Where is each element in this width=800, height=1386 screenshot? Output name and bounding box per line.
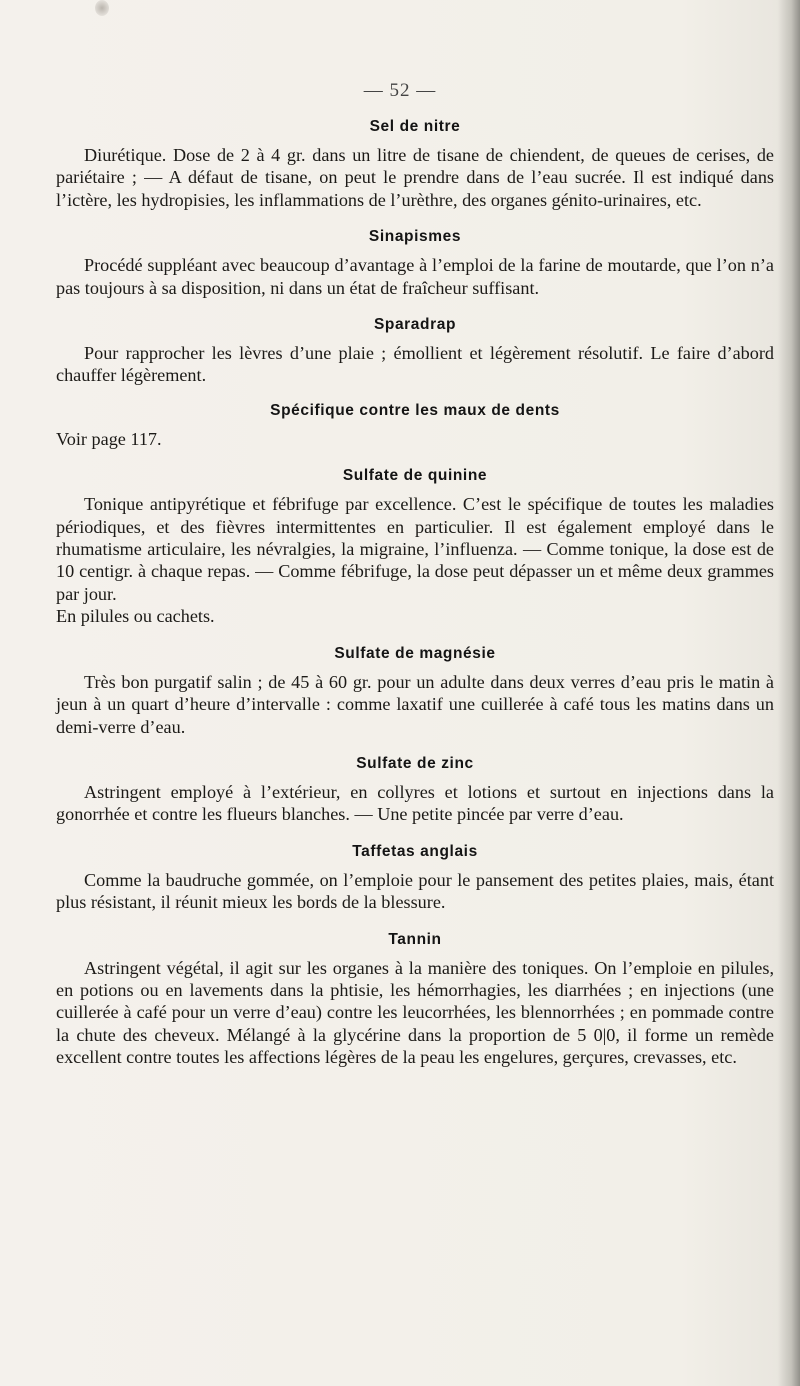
entry-sel-de-nitre — [56, 118, 774, 211]
entry-text: Procédé suppléant avec beaucoup d’avantage à l’emploi de la farine de moutarde, que l’on n’a pas toujours à sa disposition, ni dans un état de fraîcheur suffisant. — [56, 255, 774, 298]
entry-sparadrap — [56, 316, 774, 387]
entry-tannin — [56, 931, 774, 1069]
entry-title: Sulfate de magnésie — [334, 644, 496, 662]
entry-text: Voir page 117. — [56, 428, 162, 449]
entry-text: Tonique antipyrétique et fébrifuge par excellence. C’est le spécifique de toutes les maladies périodiques, et des fièvres intermittentes en particulier. Il est également employé dans le rhumatisme articulaire, les névralgies, la migraine, l’influenza. — Comme tonique, la dose est de 10 centigr. à chaque repas. — Comme fébrifuge, la dose peut dépasser un et même deux grammes par jour. — [56, 494, 774, 604]
entry-text: Comme la baudruche gommée, on l’emploie pour le pansement des petites plaies, mais, étant plus résistant, il réunit mieux les bords de la blessure. — [56, 869, 774, 913]
page-content — [56, 118, 774, 1069]
entry-taffetas-anglais — [56, 843, 774, 914]
entry-sulfate-de-zinc — [56, 755, 774, 826]
entry-title: Sulfate de quinine — [342, 467, 488, 485]
entry-title: Sel de nitre — [369, 118, 461, 135]
entry-text: Pour rapprocher les lèvres d’une plaie ; émollient et légèrement résolutif. Le faire d’abord chauffer légèrement. — [56, 343, 774, 386]
entry-specifique-maux-de-dents — [56, 402, 774, 450]
entry-sinapismes — [56, 228, 774, 299]
page-edge-shadow — [778, 0, 800, 1386]
entry-text: Astringent végétal, il agit sur les organes à la manière des toniques. On l’emploie en pilules, en potions ou en lavements dans la phtisie, les hémorrhagies, les diarrhées ; en injections (une cuillerée à café pour un verre d’eau) contre les leucorrhées, les blennorrhées ; en pommade contre la chute des cheveux. Mélangé à la glycérine dans la proportion de 5 0|0, il forme un remède excellent contre toutes les affections légères de la peau les engelures, gerçures, crevasses, etc. — [56, 957, 774, 1068]
entry-sulfate-de-quinine — [56, 467, 774, 627]
page-number: — 52 — — [363, 80, 437, 101]
entry-text: Très bon purgatif salin ; de 45 à 60 gr. pour un adulte dans deux verres d’eau pris le matin à jeun à un quart d’heure d’intervalle : comme laxatif une cuillerée à café tous les matins dans un demi-verre d’eau. — [56, 671, 774, 737]
entry-title: Tannin — [388, 930, 442, 948]
entry-title: Sinapismes — [368, 228, 462, 246]
entry-text: Diurétique. Dose de 2 à 4 gr. dans un litre de tisane de chiendent, de queues de cerises, de pariétaire ; — A défaut de tisane, on peut le prendre dans de l’eau sucrée. Il est indiqué dans l’ictère, les hydropisies, les inflammations de l’urèthre, des organes génito-urinaires, etc. — [56, 145, 774, 210]
entry-sulfate-de-magnesie — [56, 645, 774, 738]
entry-title: Taffetas anglais — [352, 842, 478, 860]
entry-title: Sulfate de zinc — [356, 754, 474, 772]
entry-text: En pilules ou cachets. — [56, 606, 215, 627]
entry-title: Spécifique contre les maux de dents — [270, 401, 560, 419]
paper-stain — [95, 0, 109, 16]
entry-title: Sparadrap — [373, 316, 457, 334]
entry-text: Astringent employé à l’extérieur, en collyres et lotions et surtout en injections dans la gonorrhée et contre les flueurs blanches. — Une petite pincée par verre d’eau. — [56, 781, 774, 825]
